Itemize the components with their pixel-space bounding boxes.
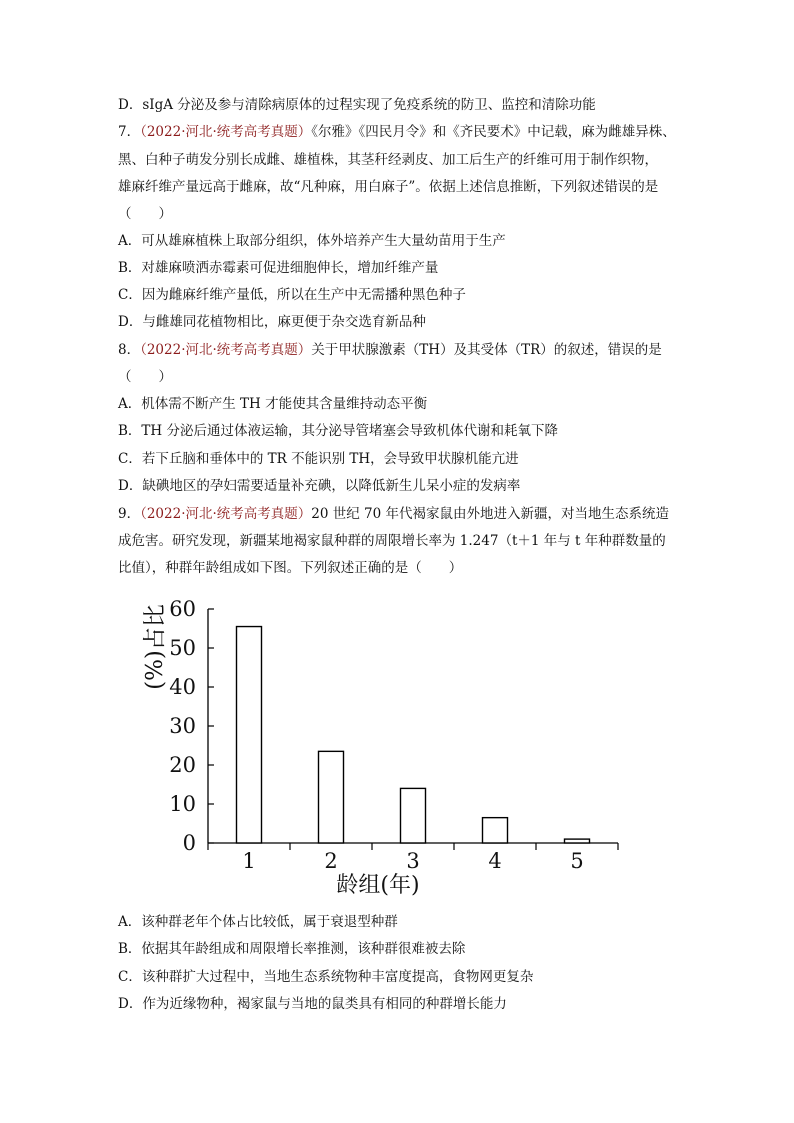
q7-stem-1: 《尔雅》《四民月令》和《齐民要术》中记载，麻为雌雄异株、 bbox=[311, 124, 676, 140]
y-tick-label: 40 bbox=[169, 675, 196, 699]
q9-option-d: D．作为近缘物种，褐家鼠与当地的鼠类具有相同的种群增长能力 bbox=[118, 996, 507, 1012]
q7-option-a: A．可从雄麻植株上取部分组织，体外培养产生大量幼苗用于生产 bbox=[118, 233, 506, 249]
y-tick-label: 50 bbox=[169, 636, 196, 660]
q7-stem-line-2: 黑、白种子萌发分别长成雌、雄植株，其茎秆经剥皮、加工后生产的纤维可用于制作织物， bbox=[118, 152, 658, 168]
x-tick-label: 3 bbox=[406, 849, 420, 873]
q8-option-d: D．缺碘地区的孕妇需要适量补充碘，以降低新生儿呆小症的发病率 bbox=[118, 478, 521, 494]
y-tick-label: 60 bbox=[169, 597, 196, 621]
age-structure-bar-chart bbox=[130, 592, 630, 902]
q8-source: （2022·河北·统考高考真题） bbox=[140, 342, 312, 358]
q8-stem: 关于甲状腺激素（TH）及其受体（TR）的叙述，错误的是 bbox=[311, 342, 662, 358]
x-tick-label: 2 bbox=[324, 849, 338, 873]
q9-stem-line-2: 成危害。研究发现，新疆某地褐家鼠种群的周限增长率为 1.247（t＋1 年与 t 年种群数量的 bbox=[118, 533, 666, 549]
bar-age-3 bbox=[401, 788, 426, 843]
q8-option-a: A．机体需不断产生 TH 才能使其含量维持动态平衡 bbox=[118, 396, 428, 412]
x-tick-label: 5 bbox=[570, 849, 584, 873]
y-axis-label: (%)占比 bbox=[142, 604, 168, 690]
bar-age-1 bbox=[237, 627, 262, 843]
q9-option-b: B．依据其年龄组成和周限增长率推测，该种群很难被去除 bbox=[118, 941, 466, 957]
y-tick-label: 30 bbox=[169, 714, 196, 738]
q9-stem-1: 20 世纪 70 年代褐家鼠由外地进入新疆，对当地生态系统造 bbox=[311, 506, 670, 522]
q7-stem-line-3: 雄麻纤维产量远高于雌麻，故“凡种麻，用白麻子”。依据上述信息推断，下列叙述错误的是 bbox=[118, 179, 659, 195]
q8-option-b: B．TH 分泌后通过体液运输，其分泌导管堵塞会导致机体代谢和耗氧下降 bbox=[118, 423, 558, 439]
y-tick-label: 20 bbox=[169, 753, 196, 777]
q7-number: 7． bbox=[118, 124, 141, 140]
bar-age-2 bbox=[319, 751, 344, 843]
q8-answer-blank: （ ） bbox=[118, 369, 172, 385]
q7-option-d: D．与雌雄同花植物相比，麻更便于杂交选育新品种 bbox=[118, 314, 426, 330]
q8-stem-line-1 bbox=[118, 340, 662, 360]
q8-option-c: C．若下丘脑和垂体中的 TR 不能识别 TH，会导致甲状腺机能亢进 bbox=[118, 451, 519, 467]
q9-stem-line-1 bbox=[118, 504, 669, 524]
q9-option-c: C．该种群扩大过程中，当地生态系统物种丰富度提高，食物网更复杂 bbox=[118, 969, 534, 985]
y-tick-label: 10 bbox=[169, 792, 196, 816]
q7-answer-blank: （ ） bbox=[118, 206, 172, 222]
q9-source: （2022·河北·统考高考真题） bbox=[140, 506, 312, 522]
bar-age-5 bbox=[565, 839, 590, 843]
q9-stem-line-3: 比值），种群年龄组成如下图。下列叙述正确的是（ ） bbox=[118, 560, 463, 576]
q8-number: 8． bbox=[118, 342, 141, 358]
x-tick-label: 4 bbox=[488, 849, 502, 873]
q9-number: 9． bbox=[118, 506, 141, 522]
q7-option-c: C．因为雌麻纤维产量低，所以在生产中无需播种黑色种子 bbox=[118, 287, 466, 303]
q6-option-d: D．sIgA 分泌及参与清除病原体的过程实现了免疫系统的防卫、监控和清除功能 bbox=[118, 97, 596, 113]
q7-option-b: B．对雄麻喷洒赤霉素可促进细胞伸长，增加纤维产量 bbox=[118, 260, 439, 276]
bar-age-4 bbox=[483, 818, 508, 843]
q9-option-a: A．该种群老年个体占比较低，属于衰退型种群 bbox=[118, 914, 398, 930]
q7-stem-line-1 bbox=[118, 122, 676, 142]
x-axis-label: 龄组(年) bbox=[336, 873, 420, 898]
x-tick-label: 1 bbox=[242, 849, 256, 873]
q7-source: （2022·河北·统考高考真题） bbox=[140, 124, 312, 140]
y-tick-label: 0 bbox=[182, 831, 196, 855]
